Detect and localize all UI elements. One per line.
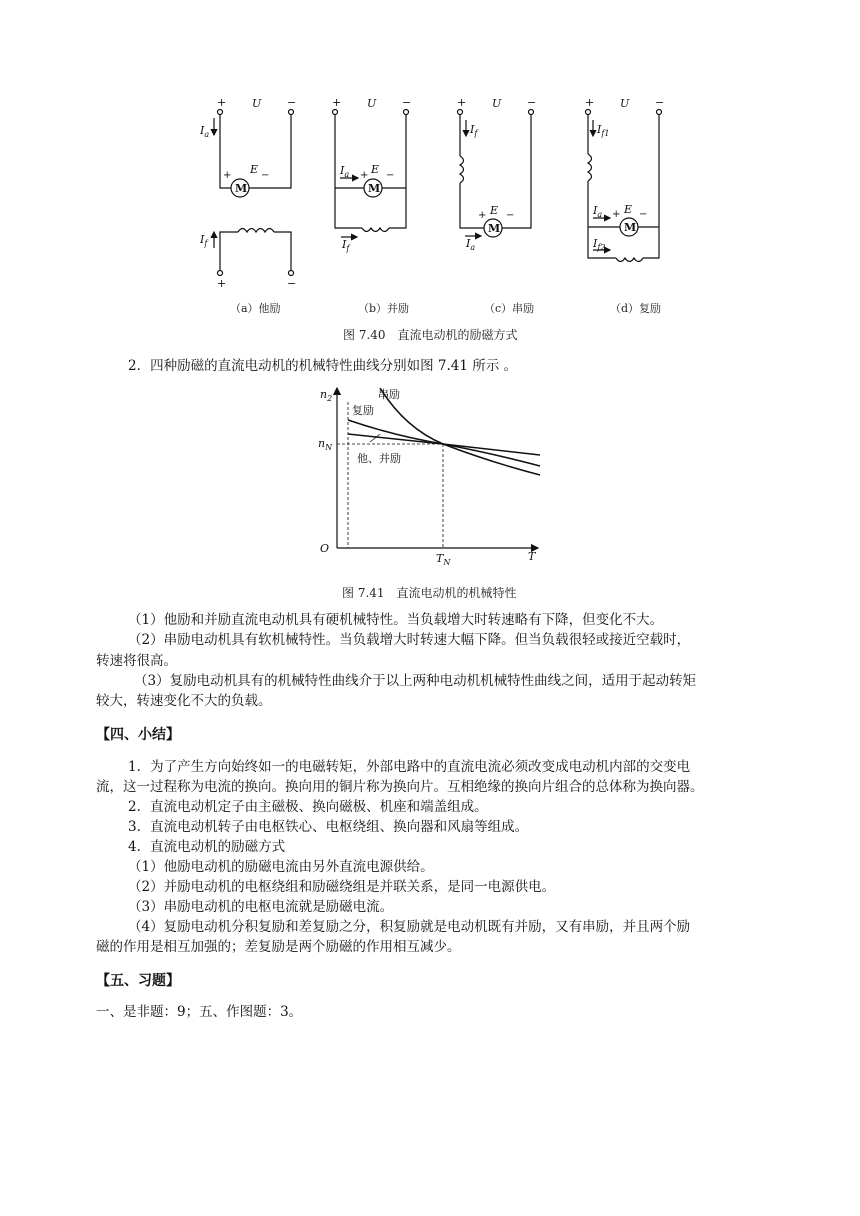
intro-line: 2．四种励磁的直流电动机的机械特性曲线分别如图 7.41 所示 。 [128, 358, 518, 374]
minus-sign-a: − [287, 96, 297, 109]
summary-line: 3．直流电动机转子由电枢铁心、电枢绕组、换向器和风扇等组成。 [128, 819, 529, 835]
svg-text:+: + [457, 96, 467, 109]
svg-text:+: + [585, 96, 595, 109]
exercises-line: 一、是非题：9；五、作图题：3。 [96, 1004, 303, 1020]
summary-line: （3）串励电动机的电枢电流就是励磁电流。 [128, 899, 394, 915]
figure-7-40-caption: 图 7.40 直流电动机的励磁方式 [343, 328, 518, 342]
svg-text:+: + [360, 170, 369, 181]
x-axis-label: T [528, 550, 536, 563]
svg-text:E: E [250, 163, 259, 176]
caption-a: （a）他励 [230, 302, 281, 315]
svg-text:E: E [371, 163, 380, 176]
svg-text:+: + [478, 210, 487, 221]
paragraph-line: （1）他励和并励直流电动机具有硬机械特性。当负载增大时转速略有下降，但变化不大。 [128, 612, 664, 628]
figure-7-41-chart [310, 380, 560, 570]
svg-text:−: − [655, 96, 665, 109]
svg-text:Ia: $I_a$ [340, 164, 350, 179]
paragraph-line: 较大，转速变化不大的负载。 [96, 693, 272, 709]
plus-sign-a: + [217, 96, 227, 109]
svg-text:U: U [620, 97, 630, 110]
svg-text:−: − [402, 96, 412, 109]
svg-text:−: − [639, 209, 648, 220]
svg-text:−: − [506, 210, 515, 221]
circuit-c-series-excited [458, 110, 534, 238]
svg-text:Ia: $I_a$ [466, 237, 476, 252]
svg-text:U: U [367, 97, 377, 110]
paragraph-line: （2）串励电动机具有软机械特性。当负载增大时转速大幅下降。但当负载很轻或接近空载时， [128, 632, 691, 648]
summary-line: （4）复励电动机分积复励和差复励之分，积复励就是电动机既有并励，又有串励，并且两个励 [128, 919, 691, 935]
x-tick-TN: $T_N$ [436, 552, 451, 567]
section-heading-exercises: 【五、习题】 [96, 973, 180, 989]
armature-current-label-a: $I_a$ [200, 124, 210, 139]
svg-text:−: − [527, 96, 537, 109]
circuit-a-separately-excited [214, 110, 294, 276]
svg-text:−: − [261, 170, 270, 181]
summary-line: （2）并励电动机的电枢绕组和励磁绕组是并联关系，是同一电源供电。 [128, 879, 556, 895]
section-heading-summary: 【四、小结】 [96, 727, 180, 743]
voltage-label-a: U [252, 97, 262, 110]
svg-text:M: M [624, 221, 637, 234]
svg-text:U: U [492, 97, 502, 110]
motor-symbol-a: M [235, 182, 248, 195]
series-line-series-wound [380, 388, 540, 475]
summary-line: 磁的作用是相互加强的；差复励是两个励磁的作用相互减少。 [96, 939, 461, 955]
svg-text:+: + [332, 96, 342, 109]
svg-text:−: − [287, 277, 297, 290]
summary-line: 4．直流电动机的励磁方式 [128, 839, 286, 855]
svg-text:If2: $I_{f2}$ [593, 237, 606, 252]
svg-text:+: + [217, 277, 227, 290]
y-axis-label: $n_2$ [320, 388, 333, 403]
caption-b: （b）并励 [358, 302, 410, 315]
summary-line: （1）他励电动机的励磁电流由另外直流电源供给。 [128, 859, 434, 875]
caption-d: （d）复励 [610, 302, 662, 315]
svg-text:If: $I_f$ [470, 123, 478, 138]
origin-label: O [320, 542, 330, 555]
legend-label-shunt: 他、并励 [357, 452, 401, 465]
svg-text:Ia: $I_a$ [593, 204, 603, 219]
svg-text:E: E [490, 204, 499, 217]
svg-text:−: − [386, 170, 395, 181]
summary-line: 流，这一过程称为电流的换向。换向用的铜片称为换向片。互相绝缘的换向片组合的总体称为换向器。 [96, 779, 704, 795]
svg-text:E: E [624, 203, 633, 216]
summary-line: 1．为了产生方向始终如一的电磁转矩，外部电路中的直流电流必须改变成电动机内部的交变电 [128, 759, 691, 775]
figure-7-41-caption: 图 7.41 直流电动机的机械特性 [342, 586, 517, 600]
svg-text:M: M [368, 182, 381, 195]
svg-text:If1: $I_{f1}$ [597, 123, 610, 138]
paragraph-line: （3）复励电动机具有的机械特性曲线介于以上两种电动机机械特性曲线之间，适用于起动转矩 [134, 673, 697, 689]
legend-label-series: 串励 [378, 388, 400, 401]
legend-label-compound: 复励 [352, 404, 374, 417]
svg-text:If: $I_f$ [342, 238, 350, 253]
paragraph-line: 转速将很高。 [96, 653, 177, 669]
y-tick-nN: $n_N$ [318, 437, 333, 452]
field-current-label-a: $I_f$ [200, 233, 208, 248]
svg-text:+: + [612, 209, 621, 220]
svg-text:M: M [488, 222, 501, 235]
svg-text:+: + [223, 170, 232, 181]
caption-c: （c）串励 [484, 302, 535, 315]
figure-7-40-diagram [190, 90, 680, 290]
summary-line: 2．直流电动机定子由主磁极、换向磁极、机座和端盖组成。 [128, 799, 488, 815]
